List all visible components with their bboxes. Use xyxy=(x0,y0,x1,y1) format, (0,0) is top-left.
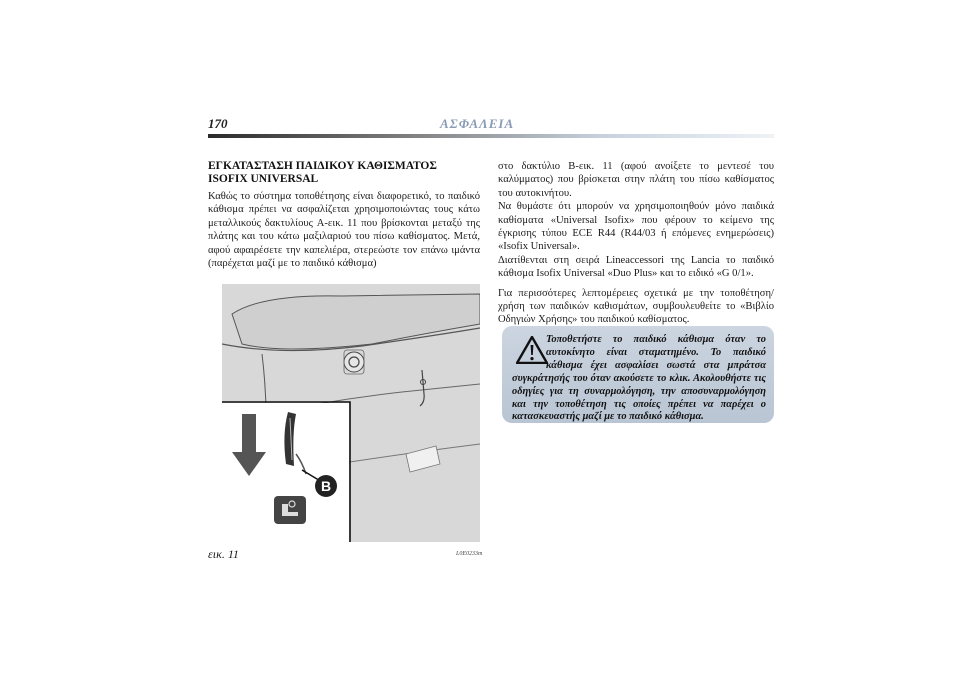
seat-illustration xyxy=(222,284,480,542)
warning-box xyxy=(502,326,774,423)
paragraph-3: Διατίθενται στη σειρά Lineaccessori της Lancia το παιδικό κάθισμα Isofix Universal «Duo Plus» και το ειδικό «G 0/1». xyxy=(498,254,774,280)
paragraph-2: Να θυμάστε ότι μπορούν να χρησιμοποιηθούν μόνο παιδικά καθίσματα «Universal Isofix» που φέρουν το κείμενο της έγκρισης τύπου ECE R44 (R44/03 ή επόμενες ενημερώσεις) «Isofix Universal». xyxy=(498,201,774,253)
page-number: 170 xyxy=(208,116,228,131)
heading-line-1: ΕΓΚΑΤΑΣΤΑΣΗ ΠΑΙΔΙΚΟΥ ΚΑΘΙΣΜΑΤΟΣ xyxy=(208,160,437,172)
warning-text: Τοποθετήστε το παιδικό κάθισμα όταν το αυτοκίνητο είναι σταματημένο. Το παιδικό κάθισμα έχει ασφαλίσει σωστά στα μπράτσα συγκράτησής του όταν ακούσετε το κλικ. Ακολουθήστε τις οδηγίες για τη συναρμολόγηση, την αποσυναρμολόγηση και την τοποθέτηση τις οποίες πρέπει να παρέχει ο κατασκευαστής μαζί με το παιδικό κάθισμα. xyxy=(512,334,766,423)
header-rule xyxy=(208,134,774,138)
section-title: ΑΣΦΑΛΕΙΑ xyxy=(440,116,515,131)
paragraph-1: στο δακτύλιο B-εικ. 11 (αφού ανοίξετε το μεντεσέ του καλύμματος) που βρίσκεται στην πλάτη του πίσω καθίσματος του αυτοκινήτου. xyxy=(498,161,774,199)
figure-caption: εικ. 11 xyxy=(208,547,239,561)
left-column xyxy=(208,160,480,270)
figure-isofix-illustration xyxy=(222,284,480,542)
figure-marker-b: B xyxy=(320,478,332,494)
figure-code: L0E0233m xyxy=(456,551,483,557)
paragraph-4: Για περισσότερες λεπτομέρειες σχετικά με την τοποθέτηση/χρήση των παιδικών καθισμάτων, συμβουλευθείτε το «Βιβλίο Οδηγιών Χρήσης» του παιδικού καθίσματος. xyxy=(498,287,774,326)
right-column xyxy=(498,160,774,327)
heading-line-2: ISOFIX UNIVERSAL xyxy=(208,173,319,185)
body-paragraph: Καθώς το σύστημα τοποθέτησης είναι διαφορετικό, το παιδικό κάθισμα πρέπει να ασφαλίζεται χρησιμοποιώντας τους κάτω μεταλλικούς δακτυλίους A-εικ. 11 που βρίσκονται μεταξύ της πλάτης και του κάτω μαξιλαριού του πίσω καθίσματος. Μετά, αφού αφαιρέσετε την καπελιέρα, στερεώστε τον επάνω ιμάντα (παρέχεται μαζί με το παιδικό κάθισμα) xyxy=(208,191,480,270)
warning-text-block xyxy=(512,334,766,424)
